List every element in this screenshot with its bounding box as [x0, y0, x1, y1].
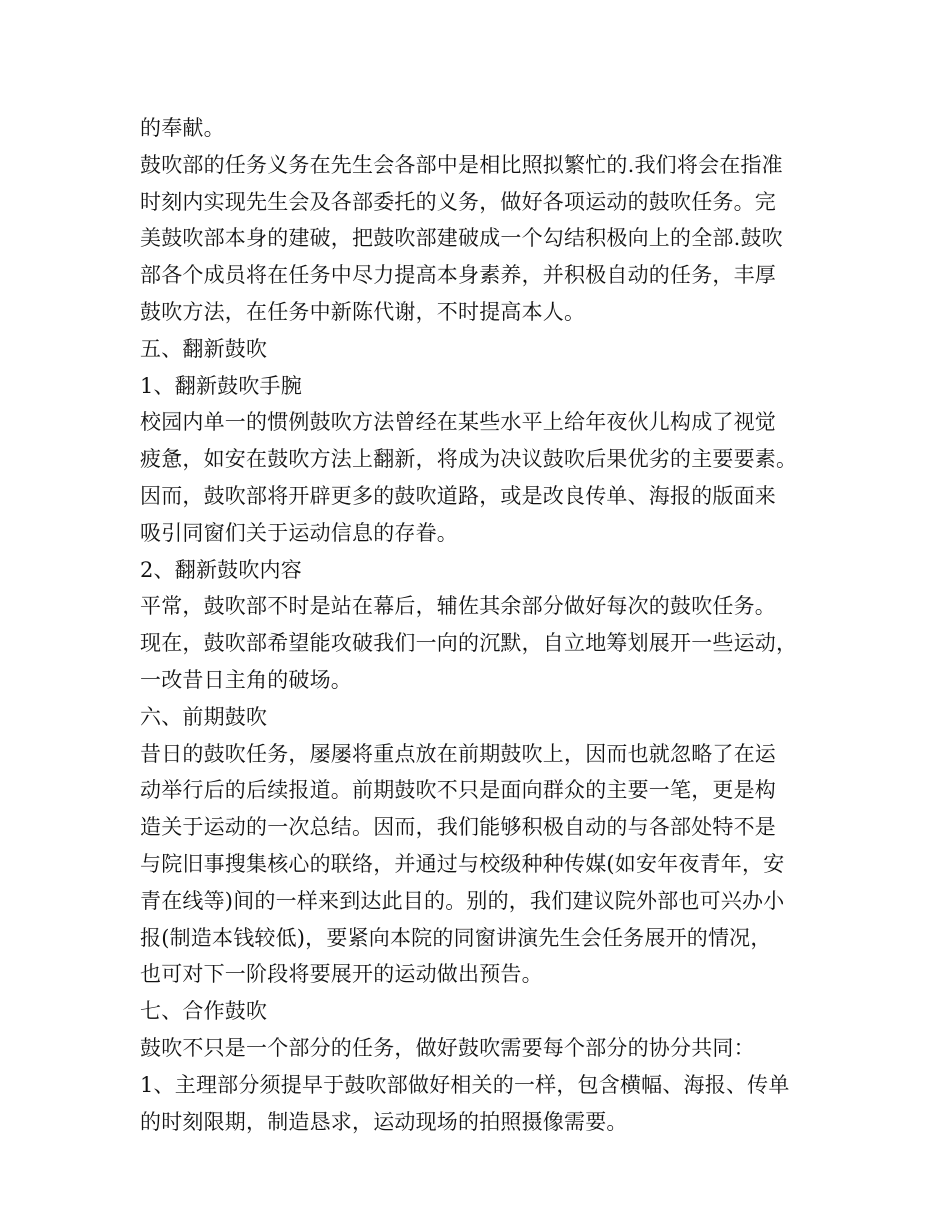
section-heading: 五、翻新鼓吹 [140, 336, 268, 361]
subsection-heading: 2、翻新鼓吹内容 [140, 557, 302, 582]
text-line: 报(制造本钱较低)，要紧向本院的同窗讲演先生会任务展开的情况， [140, 925, 772, 950]
text-line: 部各个成员将在任务中尽力提高本身素养，并积极自动的任务，丰厚 [140, 263, 776, 288]
text-line: 疲惫，如安在鼓吹方法上翻新，将成为决议鼓吹后果优劣的主要要素。 [140, 447, 798, 472]
text-line: 校园内单一的惯例鼓吹方法曾经在某些水平上给年夜伙儿构成了视觉 [140, 410, 776, 435]
text-line: 造关于运动的一次总结。因而，我们能够积极自动的与各部处特不是 [140, 815, 776, 840]
text-line: 鼓吹不只是一个部分的任务，做好鼓吹需要每个部分的协分共同： [140, 1035, 755, 1060]
text-line: 青在线等)间的一样来到达此目的。别的，我们建议院外部也可兴办小 [140, 888, 785, 913]
text-line: 美鼓吹部本身的建破，把鼓吹部建破成一个勾结积极向上的全部.鼓吹 [140, 226, 783, 251]
text-line: 与院旧事搜集核心的联络，并通过与校级种种传媒(如安年夜青年，安 [140, 851, 785, 876]
text-line: 一改昔日主角的破场。 [140, 667, 352, 692]
text-line: 的时刻限期，制造恳求，运动现场的拍照摄像需要。 [140, 1109, 628, 1134]
subsection-heading: 1、翻新鼓吹手腕 [140, 373, 302, 398]
section-heading: 六、前期鼓吹 [140, 704, 268, 729]
text-line: 平常，鼓吹部不时是站在幕后，辅佐其余部分做好每次的鼓吹任务。 [140, 594, 776, 619]
text-line: 的奉献。 [140, 116, 225, 140]
section-heading: 七、合作鼓吹 [140, 999, 268, 1024]
text-line: 1、主理部分须提早于鼓吹部做好相关的一样，包含横幅、海报、传单 [140, 1072, 790, 1097]
text-line: 吸引同窗们关于运动信息的存眷。 [140, 520, 458, 545]
text-line: 昔日的鼓吹任务，屡屡将重点放在前期鼓吹上，因而也就忽略了在运 [140, 741, 776, 766]
text-line: 也可对下一阶段将要展开的运动做出预告。 [140, 962, 543, 987]
text-line: 鼓吹方法，在任务中新陈代谢，不时提高本人。 [140, 299, 586, 324]
text-line: 鼓吹部的任务义务在先生会各部中是相比照拟繁忙的.我们将会在指准 [140, 152, 783, 177]
document-body [140, 110, 840, 1140]
text-line: 动举行后的后续报道。前期鼓吹不只是面向群众的主要一笔，更是构 [140, 778, 776, 803]
text-line: 现在，鼓吹部希望能攻破我们一向的沉默，自立地筹划展开一些运动， [140, 631, 798, 656]
text-line: 因而，鼓吹部将开辟更多的鼓吹道路，或是改良传单、海报的版面来 [140, 483, 776, 508]
text-line: 时刻内实现先生会及各部委托的义务，做好各项运动的鼓吹任务。完 [140, 189, 776, 214]
